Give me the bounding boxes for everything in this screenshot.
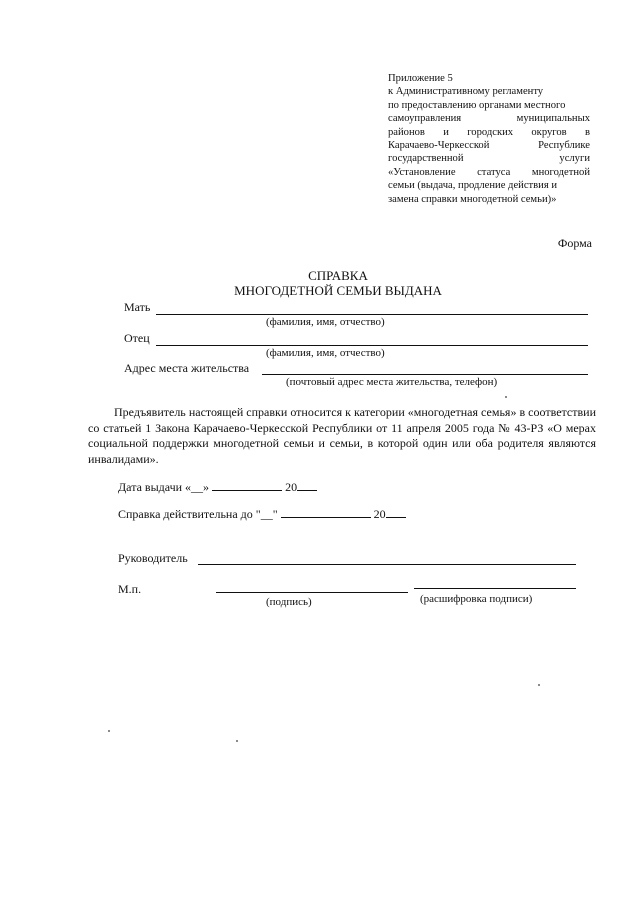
mother-hint: (фамилия, имя, отчество) [266, 316, 385, 328]
appendix-line-3: по предоставлению органами местного [388, 99, 566, 111]
appendix-line-5 [388, 126, 590, 139]
address-label: Адрес места жительства [124, 361, 250, 375]
address-line[interactable] [262, 374, 588, 375]
seal-label: М.п. [118, 582, 142, 596]
issue-year-prefix: 20 [285, 480, 298, 494]
appendix-line-4 [388, 112, 590, 125]
appendix-word: «Установление [388, 166, 456, 178]
appendix-word: Карачаево-Черкесской [388, 140, 490, 152]
appendix-word: самоуправления [388, 113, 462, 125]
appendix-word: многодетной [531, 166, 590, 178]
scan-speck [538, 684, 540, 686]
issue-date-row [118, 480, 317, 495]
signature-hint: (подпись) [266, 596, 312, 608]
scan-speck [108, 730, 110, 732]
father-label: Отец [124, 331, 150, 345]
signature-decode-line[interactable] [414, 588, 576, 589]
scan-speck [505, 396, 507, 398]
document-subtitle: МНОГОДЕТНОЙ СЕМЬИ ВЫДАНА [234, 283, 442, 298]
appendix-line-1: Приложение 5 [388, 73, 453, 84]
valid-month-line[interactable] [281, 507, 371, 518]
appendix-line-6 [388, 139, 590, 152]
appendix-line-2: к Административному регламенту [388, 86, 544, 98]
appendix-word: и [443, 126, 449, 138]
appendix-line-9: семьи (выдача, продление действия и [388, 180, 558, 192]
appendix-word: услуги [559, 153, 590, 165]
issue-year-line[interactable] [297, 480, 317, 491]
father-line[interactable] [156, 345, 588, 346]
mother-line[interactable] [156, 314, 588, 315]
head-line[interactable] [198, 564, 576, 565]
appendix-line-7 [388, 152, 590, 165]
issue-month-line[interactable] [212, 480, 282, 491]
mother-label: Мать [124, 300, 151, 314]
address-hint: (почтовый адрес места жительства, телефон) [286, 376, 498, 388]
appendix-word: округов [531, 126, 567, 138]
signature-line[interactable] [216, 592, 408, 593]
form-label: Форма [557, 236, 592, 250]
issue-date-label: Дата выдачи «__» [118, 480, 210, 494]
appendix-block [388, 72, 590, 206]
appendix-word: в [584, 126, 590, 138]
appendix-line-8 [388, 166, 590, 179]
valid-until-row [118, 507, 406, 522]
appendix-word: Республике [538, 140, 590, 152]
signature-decode-hint: (расшифровка подписи) [420, 593, 533, 605]
appendix-word: статуса [477, 166, 511, 178]
category-paragraph [88, 405, 596, 467]
valid-year-line[interactable] [386, 507, 406, 518]
head-label: Руководитель [118, 551, 188, 565]
scan-speck [236, 740, 238, 742]
paragraph-text: Предъявитель настоящей справки относится к категории «многодетная семья» в соответствии со статьей 1 Закона Карачаево-Черкесской Республики от 11 апреля 2005 года № 43-РЗ «О мерах социальной поддержки многодетной семьи и семьи, в которой один или оба родителя являются инвалидами». [88, 405, 596, 466]
appendix-word: государственной [388, 153, 464, 165]
valid-until-label: Справка действительна до "__" [118, 507, 278, 521]
valid-year-prefix: 20 [373, 507, 386, 521]
appendix-word: муниципальных [516, 113, 590, 125]
document-title: СПРАВКА [308, 268, 368, 283]
father-hint: (фамилия, имя, отчество) [266, 347, 385, 359]
appendix-word: городских [467, 126, 514, 138]
appendix-line-10: замена справки многодетной семьи)» [388, 193, 557, 205]
appendix-word: районов [388, 126, 425, 138]
